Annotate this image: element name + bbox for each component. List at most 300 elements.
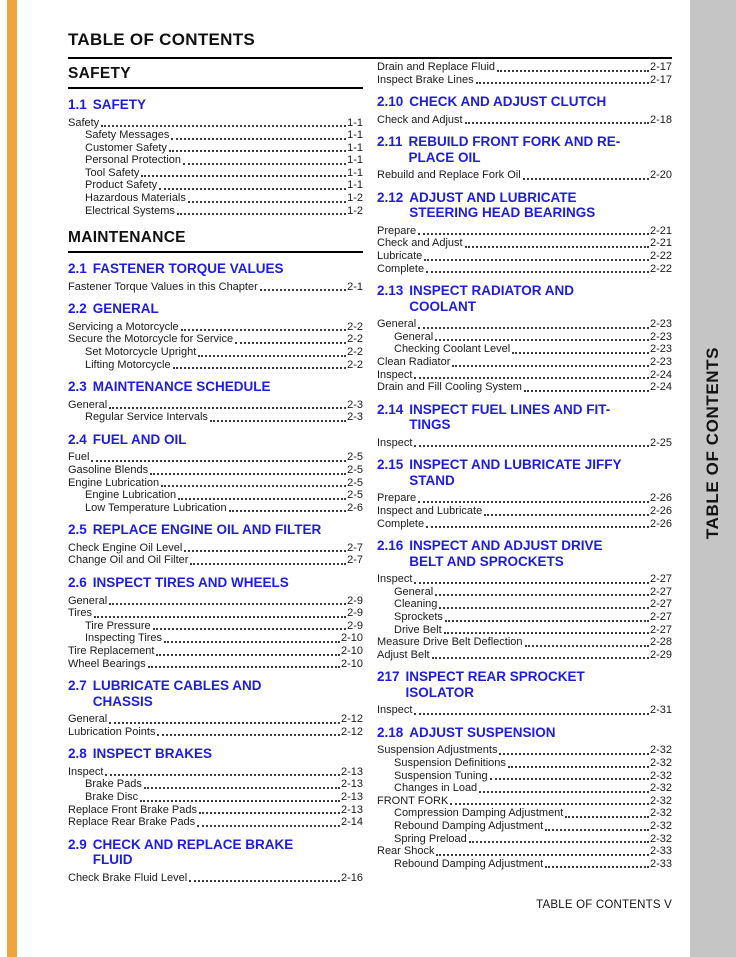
toc-entry [68,595,363,608]
entry-label: Electrical Systems [85,204,175,217]
toc-entry [377,704,672,717]
entry-label: Fuel [68,451,90,464]
toc-entry [377,757,672,770]
dot-leader [159,188,346,190]
section-heading [68,97,363,113]
dot-leader [157,734,340,736]
entry-label: Complete [377,517,425,530]
entry-label: Product Safety [85,179,158,192]
section-heading [68,432,363,448]
section-title: REBUILD FRONT FORK AND RE- PLACE OIL [408,134,621,165]
section-heading [68,837,363,868]
entry-label: Sprockets [394,610,443,623]
page-footer: TABLE OF CONTENTS V [536,899,672,911]
entry-page: 2-32 [649,807,672,820]
entry-page: 2-3 [347,411,363,424]
toc-entry [377,744,672,757]
toc-entry [377,250,672,263]
entry-group [377,744,672,870]
dot-leader [484,514,649,516]
dot-leader [452,365,649,367]
section-heading [377,402,672,433]
entry-page: 1-1 [347,154,363,167]
dot-leader [197,825,340,827]
toc-entry [377,74,672,87]
toc-entry [377,795,672,808]
toc-entry [377,437,672,450]
entry-page: 2-7 [347,554,363,567]
dot-leader [414,445,649,447]
entry-page: 2-32 [649,832,672,845]
section-heading [68,261,363,277]
entry-page: 2-33 [649,845,672,858]
dot-leader [210,420,346,422]
section-heading [377,94,672,110]
entry-label: Rebound Damping Adjustment [394,857,544,870]
dot-leader [497,70,649,72]
entry-label: Check and Adjust [377,113,463,126]
dot-leader [436,854,648,856]
dot-leader [524,390,649,392]
entry-page: 2-2 [347,346,363,359]
dot-leader [523,178,649,180]
dot-leader [545,829,649,831]
entry-label: Set Motorcycle Upright [85,346,197,359]
entry-group [68,595,363,671]
entry-group [377,492,672,530]
entry-page: 2-13 [340,765,363,778]
section-heading [68,746,363,762]
toc-entry [377,114,672,127]
entry-label: Hazardous Materials [85,192,186,205]
entry-label: Checking Coolant Level [394,343,511,356]
entry-label: Brake Disc [85,791,139,803]
section-heading [68,522,363,538]
entry-page: 2-13 [340,803,363,816]
dot-leader [418,327,649,329]
toc-entry [68,321,363,334]
dot-leader [178,498,346,500]
entry-label: Tire Pressure [85,619,151,632]
section-title: SAFETY [92,97,147,112]
section-title: INSPECT TIRES AND WHEELS [92,575,289,591]
entry-page: 2-5 [347,476,363,489]
dot-leader [432,657,649,659]
entry-label: Customer Safety [85,141,167,154]
toc-entry [377,770,672,783]
entry-page: 2-27 [649,623,672,636]
entry-label: Prepare [377,492,417,505]
section-title: ADJUST AND LUBRICATE STEERING HEAD BEARINGS [409,189,596,221]
section-heading [68,575,363,591]
dot-leader [148,666,340,668]
dot-leader [465,246,649,248]
dot-leader [188,201,346,203]
entry-page: 2-13 [340,778,363,791]
entry-group [377,61,672,86]
entry-label: Rebound Damping Adjustment [394,820,544,832]
toc-entry [377,318,672,331]
dot-leader [105,774,340,776]
toc-entry [68,281,363,294]
entry-label: Measure Drive Belt Deflection [377,636,523,649]
dot-leader [169,150,346,152]
toc-entry [377,573,672,586]
entry-page: 2-14 [340,816,363,829]
dot-leader [94,616,346,618]
dot-leader [418,501,649,503]
entry-label: Inspect [377,436,413,449]
toc-entry [68,502,363,515]
toc-entry [68,620,363,633]
section-heading [377,190,672,221]
toc-entry [68,872,363,885]
entry-group [377,573,672,661]
dot-leader [435,339,649,341]
dot-leader [565,816,649,818]
section-title: INSPECT BRAKES [92,746,213,762]
toc-entry [68,658,363,671]
dot-leader [177,213,346,215]
entry-label: Regular Service Intervals [85,411,208,424]
dot-leader [465,122,649,124]
entry-label: Adjust Belt [377,648,430,661]
entry-page: 2-26 [649,492,672,505]
dot-leader [109,722,340,724]
entry-label: Compression Damping Adjustment [394,807,564,820]
toc-entry [377,343,672,356]
toc-entry [68,129,363,142]
toc-entry [377,505,672,518]
dot-leader [435,594,649,596]
section-number: 2.18 [377,724,404,740]
section-title: INSPECT FUEL LINES AND FIT- TINGS [409,401,611,433]
entry-group [377,169,672,182]
entry-label: Drain and Replace Fluid [377,61,496,73]
entry-label: Changes in Load [394,782,478,795]
section-title: FASTENER TORQUE VALUES [92,261,284,277]
entry-page: 2-2 [347,333,363,346]
dot-leader [512,352,649,354]
entry-page: 2-24 [649,368,672,381]
entry-label: Inspect [377,368,413,381]
dot-leader [508,766,649,768]
section-number: 2.15 [377,457,404,473]
entry-page: 2-32 [649,769,672,782]
entry-page: 2-2 [347,320,363,333]
section-number: 2.7 [68,678,87,694]
section-title: INSPECT AND ADJUST DRIVE BELT AND SPROCKETS [409,538,603,569]
entry-page: 2-9 [347,607,363,620]
toc-entry [68,766,363,779]
toc-entry [377,169,672,182]
entry-label: Suspension Definitions [394,757,506,770]
entry-page: 2-10 [340,657,363,670]
section-heading [68,678,363,709]
toc-entry [377,636,672,649]
entry-page: 2-32 [649,794,672,807]
dot-leader [150,473,346,475]
entry-label: Tires [68,607,93,620]
dot-leader [181,329,346,331]
entry-label: Secure the Motorcycle for Service [68,333,234,346]
entry-page: 2-10 [340,644,363,657]
dot-leader [199,812,340,814]
toc-entry [68,778,363,791]
toc-entry [377,492,672,505]
entry-label: Gasoline Blends [68,464,149,476]
entry-page: 2-32 [649,820,672,832]
toc-entry [68,411,363,424]
dot-leader [479,791,649,793]
dot-leader [235,342,346,344]
entry-label: General [394,585,434,598]
entry-label: Suspension Adjustments [377,744,498,757]
toc-column-left [68,61,363,884]
entry-page: 1-1 [347,141,363,154]
entry-label: Suspension Tuning [394,769,488,782]
dot-leader [156,654,340,656]
dot-leader [189,880,340,882]
toc-entry [68,399,363,412]
section-title: INSPECT REAR SPROCKET ISOLATOR [405,669,585,700]
entry-label: Drive Belt [394,623,442,636]
dot-leader [414,713,649,715]
toc-entry [68,359,363,372]
entry-page: 1-1 [347,166,363,179]
toc-entry [377,263,672,276]
dot-leader [229,510,346,512]
entry-page: 1-1 [347,129,363,142]
entry-group [68,542,363,567]
toc-entry [68,726,363,739]
entry-label: Engine Lubrication [85,489,177,502]
entry-page: 2-12 [340,713,363,726]
dot-leader [141,175,346,177]
toc-entry [68,333,363,346]
section-number: 2.4 [68,431,87,447]
entry-page: 2-22 [649,262,672,275]
entry-label: Inspect [377,704,413,717]
entry-page: 2-24 [649,381,672,394]
entry-label: Inspect and Lubricate [377,505,483,517]
entry-page: 1-1 [347,179,363,192]
entry-group [68,872,363,885]
entry-page: 2-18 [649,113,672,126]
entry-page: 2-28 [649,636,672,649]
entry-label: Safety Messages [85,129,170,142]
section-number: 2.5 [68,522,87,538]
entry-page: 2-25 [649,436,672,449]
entry-page: 2-23 [649,330,672,343]
toc-entry [377,369,672,382]
dot-leader [424,259,649,261]
toc-entry [377,858,672,871]
section-heading [68,301,363,317]
entry-label: Inspect [377,573,413,586]
toc-entry [68,464,363,477]
chapter-heading: MAINTENANCE [68,227,363,253]
dot-leader [418,233,649,235]
entry-page: 2-26 [649,505,672,517]
dot-leader [426,526,649,528]
toc-entry [68,451,363,464]
dot-leader [476,82,649,84]
entry-label: Lifting Motorcycle [85,358,171,371]
entry-page: 2-9 [347,594,363,607]
entry-label: Cleaning [394,598,438,611]
entry-label: Safety [68,116,100,129]
entry-page: 2-9 [347,619,363,632]
section-number: 2.1 [68,261,87,277]
toc-entry [377,356,672,369]
entry-page: 2-23 [649,318,672,331]
entry-label: Engine Lubrication [68,476,160,489]
dot-leader [414,377,649,379]
section-title: ADJUST SUSPENSION [409,724,556,740]
toc-entry [68,791,363,804]
entry-label: Lubrication Points [68,725,156,738]
entry-label: Check Brake Fluid Level [68,871,188,884]
section-number: 2.11 [377,134,403,150]
section-heading [377,669,672,700]
dot-leader [109,407,346,409]
dot-leader [490,778,649,780]
chapter-heading: SAFETY [68,63,363,89]
entry-label: Change Oil and Oil Filter [68,554,189,567]
section-title: GENERAL [92,301,159,317]
dot-leader [260,289,346,291]
entry-group [68,281,363,294]
left-edge-strip [7,0,17,957]
section-title: INSPECT AND LUBRICATE JIFFY STAND [409,457,622,488]
entry-group [377,704,672,717]
toc-entry [68,804,363,817]
entry-label: Rebuild and Replace Fork Oil [377,169,521,182]
entry-page: 2-27 [649,573,672,586]
dot-leader [198,355,346,357]
section-number: 2.16 [377,538,404,554]
dot-leader [153,628,346,630]
entry-page: 2-16 [340,871,363,884]
section-heading [377,283,672,314]
entry-page: 2-32 [649,757,672,770]
toc-entry [68,179,363,192]
section-heading [377,538,672,569]
dot-leader [499,753,649,755]
section-number: 2.6 [68,575,87,591]
entry-page: 2-21 [649,224,672,237]
entry-label: Drain and Fill Cooling System [377,381,522,394]
entry-label: Prepare [377,224,417,237]
entry-page: 2-6 [347,501,363,514]
toc-entry [68,205,363,218]
section-number: 2.8 [68,746,87,762]
toc-entry [377,225,672,238]
section-number: 217 [377,669,400,685]
dot-leader [525,645,649,647]
side-tab [690,0,736,957]
dot-leader [426,271,649,273]
entry-label: Tire Replacement [68,644,155,657]
toc-entry [377,649,672,662]
entry-label: General [377,318,417,331]
entry-page: 2-32 [649,782,672,795]
dot-leader [445,620,649,622]
toc-entry [377,598,672,611]
section-heading [377,725,672,741]
entry-label: Lubricate [377,250,423,263]
entry-page: 2-21 [649,237,672,250]
entry-page: 2-2 [347,358,363,371]
entry-group [68,713,363,738]
section-heading [377,457,672,488]
entry-group [68,766,363,829]
toc-column-right [377,61,672,884]
header-rule [68,57,672,59]
dot-leader [450,803,649,805]
toc-entry [377,331,672,344]
entry-label: Tool Safety [85,166,140,179]
entry-page: 2-27 [649,598,672,611]
entry-page: 2-5 [347,451,363,464]
toc-entry [377,61,672,74]
toc-entry [377,611,672,624]
entry-label: FRONT FORK [377,794,449,807]
section-heading [377,134,672,165]
entry-page: 2-31 [649,704,672,717]
entry-label: Clean Radiator [377,356,451,369]
dot-leader [190,563,346,565]
entry-page: 1-1 [347,116,363,129]
toc-columns [68,61,672,884]
entry-label: General [68,594,108,607]
section-number: 2.10 [377,94,404,110]
toc-entry [68,142,363,155]
entry-label: Spring Preload [394,832,467,845]
section-number: 2.12 [377,189,404,205]
entry-group [377,318,672,394]
dot-leader [545,866,649,868]
entry-group [377,114,672,127]
toc-entry [68,167,363,180]
entry-group [68,117,363,218]
toc-entry [68,117,363,130]
section-title: MAINTENANCE SCHEDULE [92,379,271,395]
dot-leader [444,632,649,634]
toc-entry [377,381,672,394]
dot-leader [184,550,346,552]
entry-label: Check and Adjust [377,237,463,250]
page-content [68,30,672,911]
entry-label: Replace Front Brake Pads [68,803,198,816]
entry-page: 2-32 [649,744,672,757]
page-title: TABLE OF CONTENTS [68,30,256,49]
entry-label: Brake Pads [85,778,142,791]
entry-page: 2-12 [340,725,363,738]
toc-entry [68,632,363,645]
toc-entry [377,782,672,795]
toc-entry [377,237,672,250]
toc-entry [68,816,363,829]
entry-label: Low Temperature Lubrication [85,501,227,514]
entry-page: 2-27 [649,610,672,623]
entry-page: 2-33 [649,857,672,870]
side-tab-label: TABLE OF CONTENTS [703,346,722,540]
toc-entry [377,586,672,599]
entry-group [68,451,363,514]
dot-leader [101,125,346,127]
